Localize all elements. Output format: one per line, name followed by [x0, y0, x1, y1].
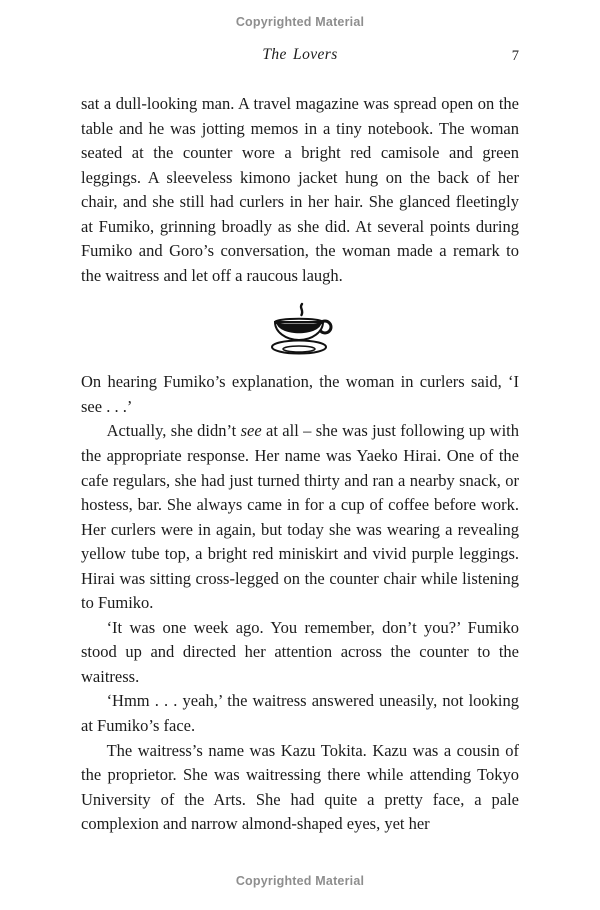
- paragraph-3-text-after: at all – she was just following up with the appropriate response. Her name was Yaeko Hirai. One of the cafe regulars, she had just turned thirty and ran a nearby snack, or hostess, bar. She always came in for a cup of coffee before work. Her curlers were in again, but today she was wearing a revealing yellow tube top, a bright red miniskirt and vivid purple leggings. Hirai was sitting cross-legged on the counter chair while listening to Fumiko.: [81, 421, 519, 613]
- paragraph-2: On hearing Fumiko’s explanation, the woman in curlers said, ‘I see . . .’: [81, 372, 519, 416]
- copyright-notice-top: Copyrighted Material: [235, 15, 365, 29]
- paragraph-5: ‘Hmm . . . yeah,’ the waitress answered uneasily, not looking at Fumiko’s face.: [81, 691, 519, 736]
- copyright-notice-bottom: Copyrighted Material: [235, 874, 365, 888]
- page-body: [81, 92, 519, 837]
- paragraph-4: ‘It was one week ago. You remember, don’t you?’ Fumiko stood up and directed her attention across the counter to the waitress.: [81, 617, 519, 686]
- paragraph-1: sat a dull-looking man. A travel magazine was spread open on the table and he was jotting memos in a tiny notebook. The woman seated at the counter wore a bright red camisole and green leggings. A sleeveless kimono jacket hung on the back of her chair, and she still had curlers in her hair. She glanced fleetingly at Fumiko, grinning broadly as she did. At several points during Fumiko and Goro’s conversation, the woman made a remark to the waitress and let off a raucous laugh.: [81, 94, 519, 285]
- coffee-cup-icon: [262, 301, 338, 359]
- chapter-title: The Lovers: [262, 46, 338, 63]
- paragraph-6: The waitress’s name was Kazu Tokita. Kazu was a cousin of the proprietor. She was waitressing there while attending Tokyo University of the Arts. She had quite a pretty face, a pale complexion and narrow almond-shaped eyes, yet her: [81, 740, 519, 834]
- paragraph-3-text-before: Actually, she didn’t: [106, 421, 241, 441]
- paragraph-3-italic-word: see: [240, 421, 262, 441]
- running-head: [81, 46, 519, 68]
- page-number: 7: [511, 48, 519, 64]
- paragraph-3: [81, 419, 519, 615]
